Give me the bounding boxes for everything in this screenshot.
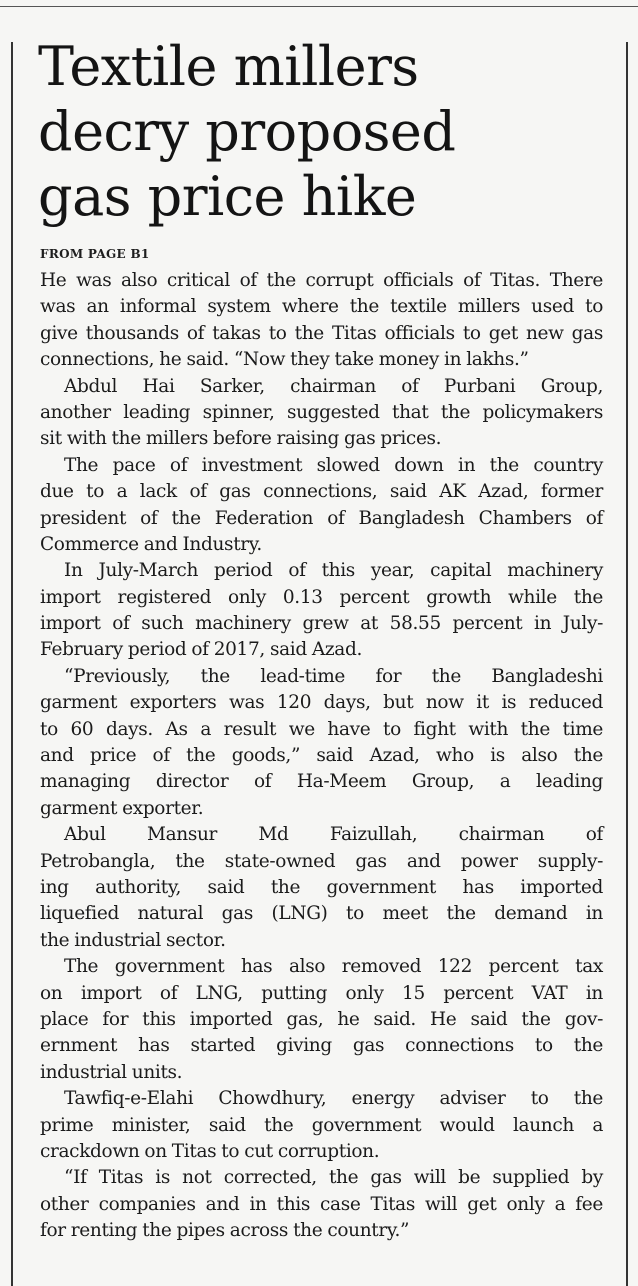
body-line: Commerce and Industry. xyxy=(40,533,262,555)
body-line: Tawfiq-e-Elahi Chowdhury, energy adviser to the xyxy=(64,1088,603,1110)
body-line: on import of LNG, putting only 15 percent VAT in xyxy=(40,982,603,1004)
body-line: prime minister, said the government would launch a xyxy=(40,1114,603,1136)
body-line: other companies and in this case Titas will get only a fee xyxy=(40,1193,603,1215)
body-line: president of the Federation of Bangladesh Chambers of xyxy=(40,507,603,529)
body-line: give thousands of takas to the Titas officials to get new gas xyxy=(40,322,603,344)
body-line: another leading spinner, suggested that the policymakers xyxy=(40,401,603,423)
body-line: due to a lack of gas connections, said AK Azad, former xyxy=(40,481,603,503)
body-line: Abul Mansur Md Faizullah, chairman of xyxy=(64,824,603,846)
body-line: connections, he said. “Now they take money in lakhs.” xyxy=(40,349,529,371)
body-line: garment exporter. xyxy=(40,797,204,819)
from-page-label: FROM PAGE B1 xyxy=(40,247,150,261)
body-line: crackdown on Titas to cut corruption. xyxy=(40,1140,380,1162)
body-line: ing authority, said the government has imported xyxy=(40,876,603,898)
body-line: place for this imported gas, he said. He said the gov- xyxy=(40,1008,603,1030)
body-line: import of such machinery grew at 58.55 percent in July- xyxy=(40,613,603,635)
body-line: ernment has started giving gas connections to the xyxy=(40,1035,603,1057)
top-rule xyxy=(0,6,638,7)
article-body xyxy=(40,268,603,1244)
body-line: In July-March period of this year, capital machinery xyxy=(64,560,603,582)
body-line: The pace of investment slowed down in the country xyxy=(64,454,603,476)
article-headline xyxy=(38,34,598,229)
body-line: to 60 days. As a result we have to fight with the time xyxy=(40,718,603,740)
body-line: “Previously, the lead-time for the Bangladeshi xyxy=(64,665,603,687)
body-line: was an informal system where the textile millers used to xyxy=(40,296,603,318)
body-line: The government has also removed 122 percent tax xyxy=(64,956,603,978)
headline-line: decry proposed xyxy=(38,100,456,163)
body-line: sit with the millers before raising gas prices. xyxy=(40,428,442,450)
body-line: for renting the pipes across the country.” xyxy=(40,1220,410,1242)
body-line: “If Titas is not corrected, the gas will be supplied by xyxy=(64,1167,603,1189)
body-line: import registered only 0.13 percent growth while the xyxy=(40,586,603,608)
headline-line: Textile millers xyxy=(38,35,419,98)
right-column-rule xyxy=(626,42,628,1286)
body-line: and price of the goods,” said Azad, who is also the xyxy=(40,745,603,767)
body-line: February period of 2017, said Azad. xyxy=(40,639,362,661)
body-line: Abdul Hai Sarker, chairman of Purbani Group, xyxy=(64,375,603,397)
body-line: industrial units. xyxy=(40,1061,183,1083)
body-line: managing director of Ha-Meem Group, a leading xyxy=(40,771,603,793)
body-line: liquefied natural gas (LNG) to meet the demand in xyxy=(40,903,603,925)
body-line: garment exporters was 120 days, but now it is reduced xyxy=(40,692,603,714)
body-line: the industrial sector. xyxy=(40,929,226,951)
body-line: He was also critical of the corrupt officials of Titas. There xyxy=(40,270,603,291)
left-column-rule xyxy=(11,42,13,1286)
body-line: Petrobangla, the state-owned gas and power supply- xyxy=(40,850,603,872)
headline-line: gas price hike xyxy=(38,165,417,228)
